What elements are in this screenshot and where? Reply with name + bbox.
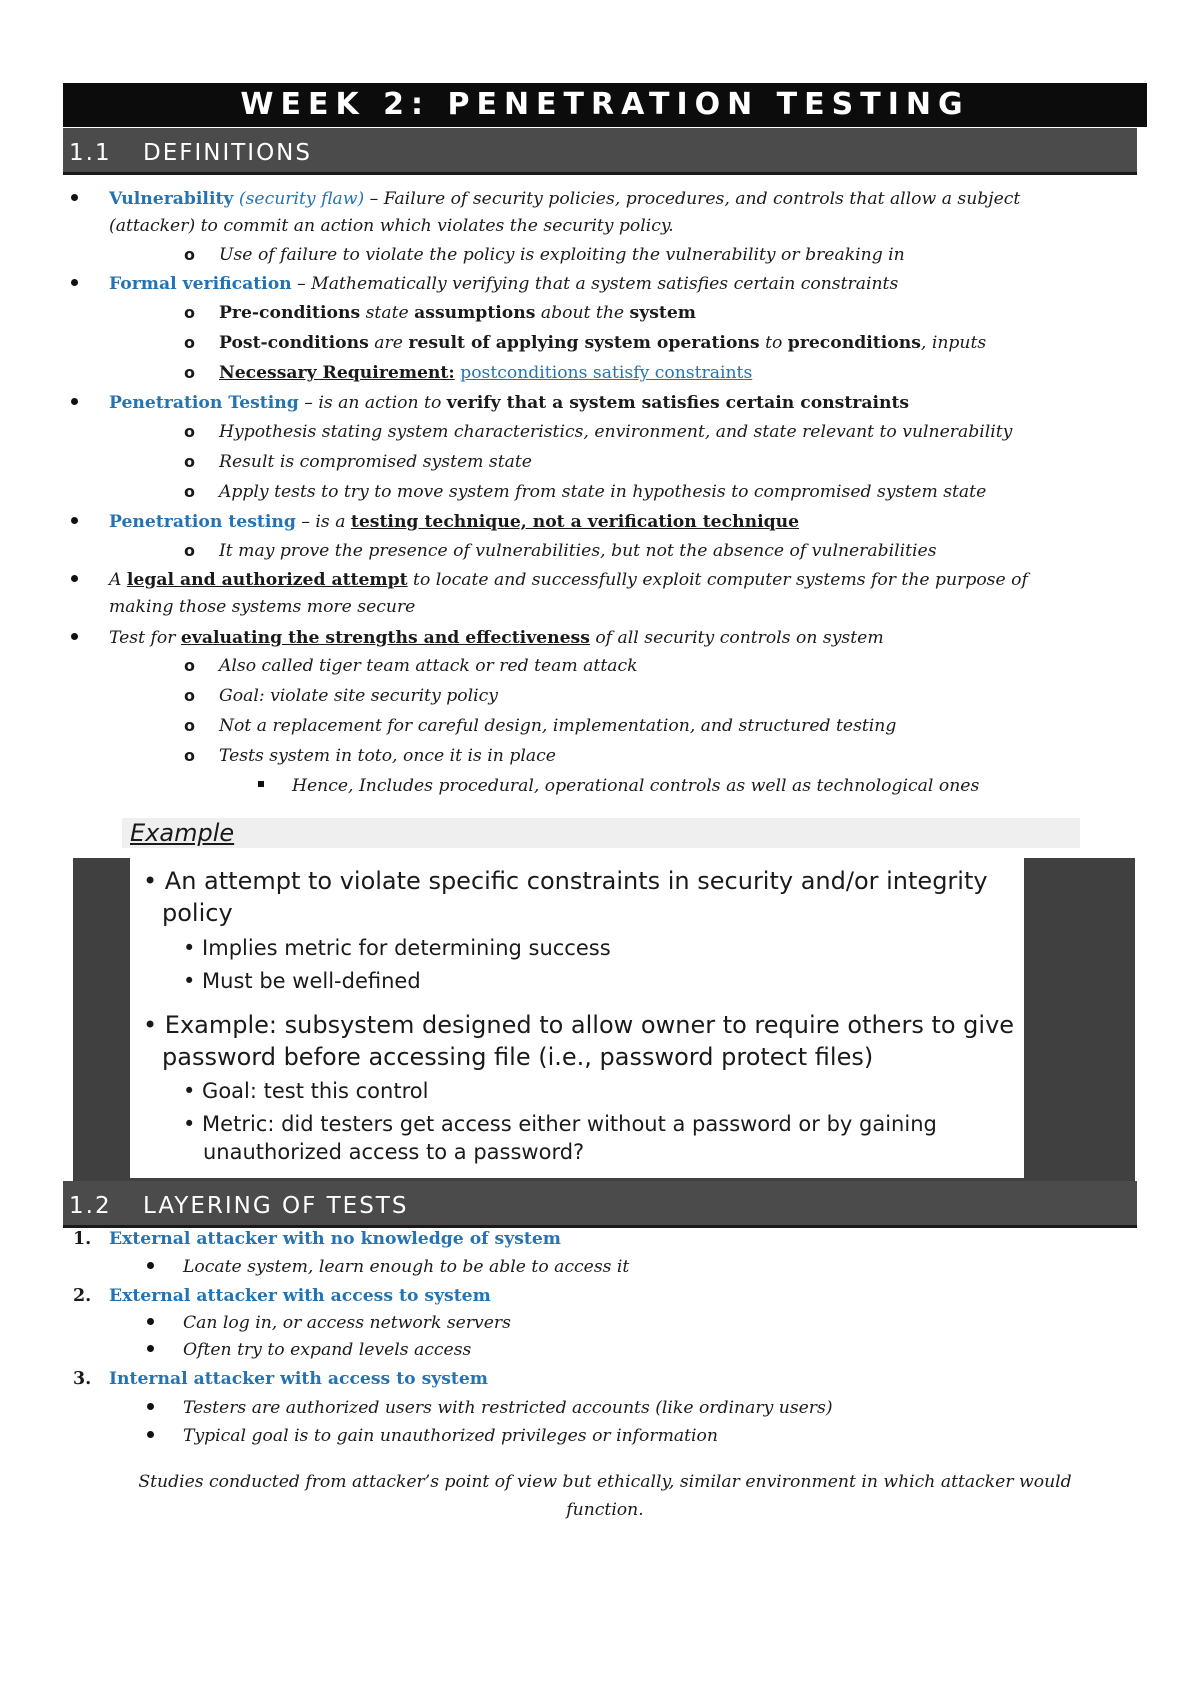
bullet-icon <box>71 575 78 582</box>
sub-sub-point: Hence, Includes procedural, operational controls as well as technological ones <box>292 776 980 796</box>
definition-vulnerability <box>109 188 1020 210</box>
slide-bullet: • An attempt to violate specific constraints in security and/or integrity <box>143 867 988 895</box>
slide-sub-bullet: • Must be well-defined <box>183 969 421 993</box>
text-italic: of all security controls on system <box>589 628 884 648</box>
sub-point-preconditions <box>219 302 696 324</box>
definition-text: – Mathematically verifying that a system satisfies certain constraints <box>291 274 899 294</box>
example-heading-background <box>122 818 1080 848</box>
text-italic: – is an action to <box>298 393 447 413</box>
text-bold-underline: legal and authorized attempt <box>126 570 408 590</box>
layer-item-label: External attacker with access to system <box>109 1286 491 1306</box>
square-bullet-icon <box>258 781 264 787</box>
section-label: DEFINITIONS <box>143 140 312 166</box>
sub-point: Not a replacement for careful design, implementation, and structured testing <box>219 716 897 736</box>
sub-bullet-icon: o <box>184 541 195 560</box>
layer-sub-point: Typical goal is to gain unauthorized privileges or information <box>183 1426 718 1446</box>
sub-point-postconditions <box>219 332 986 354</box>
section-number: 1.2 <box>69 1193 112 1219</box>
bullet-icon <box>71 633 78 640</box>
layer-sub-point: Can log in, or access network servers <box>183 1313 511 1333</box>
sub-point: Use of failure to violate the policy is exploiting the vulnerability or breaking in <box>219 245 905 265</box>
layer-item-label: External attacker with no knowledge of system <box>109 1229 561 1249</box>
sub-point: Goal: violate site security policy <box>219 686 498 706</box>
bullet-icon <box>147 1262 154 1269</box>
bullet-icon <box>71 194 78 201</box>
text-italic: – is a <box>295 512 351 532</box>
bullet-icon <box>71 517 78 524</box>
text-italic: to locate and successfully exploit computer systems for the purpose of <box>407 570 1028 590</box>
bullet-icon <box>71 398 78 405</box>
definition-penetration-testing-technique <box>109 511 799 533</box>
text-bold-underline: Necessary Requirement: <box>219 363 455 383</box>
slide-bullet-continued: policy <box>162 899 233 927</box>
text-italic: Test for <box>109 628 181 648</box>
sub-bullet-icon: o <box>184 716 195 735</box>
layer-item-label: Internal attacker with access to system <box>109 1369 488 1389</box>
definition-text-continued: making those systems more secure <box>109 597 416 617</box>
sub-point: Result is compromised system state <box>219 452 532 472</box>
text-bold: verify that a system satisfies certain constraints <box>446 393 910 413</box>
text-italic: A <box>109 570 127 590</box>
sub-point-requirement <box>219 362 752 384</box>
section-label: LAYERING OF TESTS <box>143 1193 409 1219</box>
term-formal-verification: Formal verification <box>109 274 292 294</box>
sub-bullet-icon: o <box>184 482 195 501</box>
sub-bullet-icon: o <box>184 422 195 441</box>
section-number: 1.1 <box>69 140 112 166</box>
text-bold: result of applying system operations <box>408 333 760 353</box>
sub-bullet-icon: o <box>184 303 195 322</box>
text-bold: Post-conditions <box>219 333 369 353</box>
bullet-icon <box>71 279 78 286</box>
text-italic: state <box>360 303 415 323</box>
list-number: 1. <box>73 1229 92 1249</box>
sub-bullet-icon: o <box>184 333 195 352</box>
sub-bullet-icon: o <box>184 686 195 705</box>
slide-sub-bullet: • Metric: did testers get access either without a password or by gaining <box>183 1112 937 1136</box>
slide-bullet-continued: password before accessing file (i.e., password protect files) <box>162 1043 874 1071</box>
bullet-icon <box>147 1431 154 1438</box>
definition-formal-verification <box>109 273 898 295</box>
example-heading: Example <box>130 819 235 847</box>
layer-sub-point: Often try to expand levels access <box>183 1340 472 1360</box>
bullet-icon <box>147 1403 154 1410</box>
sub-bullet-icon: o <box>184 245 195 264</box>
text-italic: to <box>759 333 788 353</box>
definition-text: – Failure of security policies, procedures, and controls that allow a subject <box>364 189 1021 209</box>
definition-penetration-testing <box>109 392 909 414</box>
definition-test-evaluation <box>109 627 884 649</box>
page-title: WEEK 2: PENETRATION TESTING <box>63 83 1147 127</box>
term-penetration-testing: Penetration Testing <box>109 393 299 413</box>
layer-sub-point: Locate system, learn enough to be able to access it <box>183 1257 630 1277</box>
sub-point: Tests system in toto, once it is in place <box>219 746 556 766</box>
definition-text-continued: (attacker) to commit an action which violates the security policy. <box>109 216 674 236</box>
text-italic: are <box>368 333 409 353</box>
text-italic: , inputs <box>920 333 987 353</box>
text-bold: Pre-conditions <box>219 303 361 323</box>
layer-sub-point: Testers are authorized users with restricted accounts (like ordinary users) <box>183 1398 833 1418</box>
text-bold-underline: testing technique, not a verification technique <box>350 512 800 532</box>
text-bold-underline: evaluating the strengths and effectiveness <box>180 628 590 648</box>
term-alias: (security flaw) <box>238 189 365 209</box>
text-bold: assumptions <box>414 303 536 323</box>
text-bold: preconditions <box>787 333 921 353</box>
sub-point: Apply tests to try to move system from state in hypothesis to compromised system state <box>219 482 987 502</box>
slide-sub-bullet: • Implies metric for determining success <box>183 936 611 960</box>
slide-bullet: • Example: subsystem designed to allow owner to require others to give <box>143 1011 1015 1039</box>
requirement-link: postconditions satisfy constraints <box>460 363 753 383</box>
slide-sub-bullet: • Goal: test this control <box>183 1079 429 1103</box>
closing-note: Studies conducted from attacker’s point of view but ethically, similar environment in which attacker would <box>138 1472 1072 1492</box>
text-italic: about the <box>535 303 630 323</box>
sub-bullet-icon: o <box>184 746 195 765</box>
term-penetration-testing: Penetration testing <box>109 512 296 532</box>
slide-sub-bullet-continued: unauthorized access to a password? <box>203 1140 585 1164</box>
section-heading-layering <box>63 1181 1137 1228</box>
bullet-icon <box>147 1318 154 1325</box>
closing-note-continued: function. <box>566 1500 644 1520</box>
sub-point: It may prove the presence of vulnerabilities, but not the absence of vulnerabilities <box>219 541 937 561</box>
definition-legal-attempt <box>109 569 1028 591</box>
sub-bullet-icon: o <box>184 656 195 675</box>
section-heading-definitions <box>63 128 1137 175</box>
text-bold: system <box>629 303 696 323</box>
list-number: 2. <box>73 1286 92 1306</box>
list-number: 3. <box>73 1369 92 1389</box>
sub-point: Hypothesis stating system characteristics, environment, and state relevant to vulnerability <box>219 422 1013 442</box>
term-vulnerability: Vulnerability <box>109 189 234 209</box>
sub-point: Also called tiger team attack or red team attack <box>219 656 638 676</box>
sub-bullet-icon: o <box>184 452 195 471</box>
bullet-icon <box>147 1345 154 1352</box>
sub-bullet-icon: o <box>184 363 195 382</box>
